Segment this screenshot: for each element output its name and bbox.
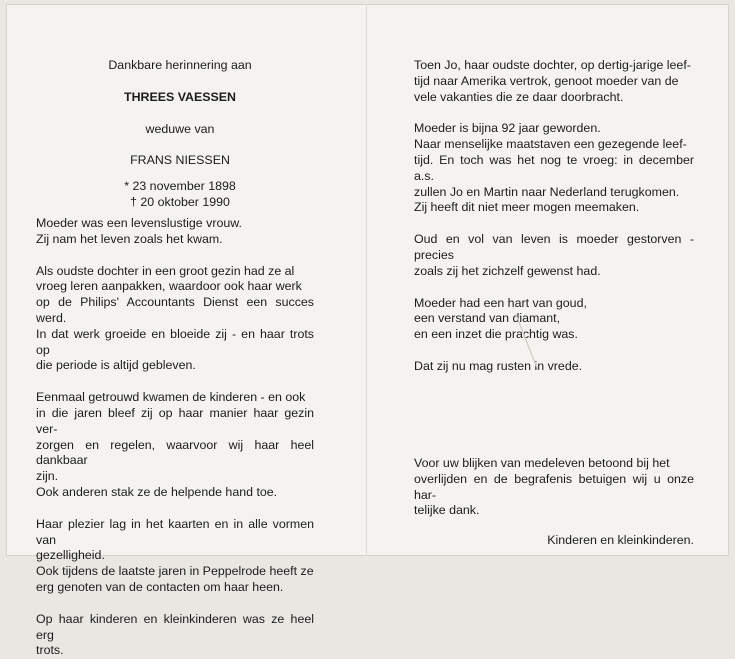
text-line: Als oudste dochter in een groot gezin had ze al xyxy=(36,263,295,278)
right-body xyxy=(414,58,694,375)
text-line: Eenmaal getrouwd kwamen de kinderen - en ook xyxy=(36,390,306,405)
text-line: Haar plezier lag in het kaarten en in alle vormen van xyxy=(36,516,314,547)
text-line: Ook tijdens de laatste jaren in Peppelrode heeft ze xyxy=(36,564,314,579)
text-line: zullen Jo en Martin naar Nederland terugkomen. xyxy=(414,184,680,199)
paragraph xyxy=(36,216,314,248)
paragraph xyxy=(36,390,314,501)
text-line: trots. xyxy=(36,643,64,658)
death-date: † 20 oktober 1990 xyxy=(130,194,230,209)
text-line: tijd. En toch was het nog te vroeg: in december a.s. xyxy=(414,152,694,183)
paragraph xyxy=(414,296,694,343)
card-fold-line xyxy=(366,4,367,556)
text-line: Ook anderen stak ze de helpende hand toe. xyxy=(36,484,278,499)
thanks-paragraph xyxy=(414,456,694,519)
text-line: zijn. xyxy=(36,469,59,484)
paragraph xyxy=(36,517,314,596)
text-line: op de Philips' Accountants Dienst een succes werd. xyxy=(36,295,314,325)
text-line: erg genoten van de contacten om haar heen. xyxy=(36,579,284,594)
signature: Kinderen en kleinkinderen. xyxy=(547,533,694,548)
text-line: gezelligheid. xyxy=(36,548,105,563)
left-body xyxy=(36,216,314,659)
text-line: Op haar kinderen en kleinkinderen was ze heel erg xyxy=(36,611,314,642)
paper-crease-mark xyxy=(508,312,544,374)
text-line: Zij nam het leven zoals het kwam. xyxy=(36,231,223,246)
paragraph xyxy=(414,359,694,375)
text-line: In dat werk groeide en bloeide zij - en haar trots op xyxy=(36,326,314,357)
heading-center xyxy=(82,58,278,211)
text-line: vele vakanties die ze daar doorbracht. xyxy=(414,89,624,104)
text-line: Moeder was een levenslustige vrouw. xyxy=(36,216,242,230)
widow-of-text: weduwe van xyxy=(145,121,215,136)
thanks-block xyxy=(414,456,694,549)
text-line: Zij heeft dit niet meer mogen meemaken. xyxy=(414,200,640,215)
spouse-name: FRANS NIESSEN xyxy=(130,153,230,168)
text-line: zoals zij het zichzelf gewenst had. xyxy=(414,263,601,278)
paragraph xyxy=(414,58,694,105)
deceased-name: THREES VAESSEN xyxy=(124,89,236,104)
text-line: Moeder is bijna 92 jaar geworden. xyxy=(414,121,601,136)
text-line: overlijden en de begrafenis betuigen wij u onze har- xyxy=(414,471,694,502)
birth-date: * 23 november 1898 xyxy=(124,179,236,194)
text-line: in die jaren bleef zij op haar manier haar gezin ver- xyxy=(36,405,314,436)
text-line: Naar menselijke maatstaven een gezegende leef- xyxy=(414,137,687,152)
text-line: Oud en vol van leven is moeder gestorven - precies xyxy=(414,232,694,262)
text-line: Moeder had een hart van goud, xyxy=(414,295,587,310)
paragraph xyxy=(36,264,314,375)
text-line: Voor uw blijken van medeleven betoond bij het xyxy=(414,456,670,470)
paragraph xyxy=(414,232,694,279)
text-line: tijd naar Amerika vertrok, genoot moeder van de xyxy=(414,73,679,88)
text-line: Toen Jo, haar oudste dochter, op dertig-jarige leef- xyxy=(414,58,691,72)
paragraph xyxy=(36,612,314,659)
intro-line: Dankbare herinnering aan xyxy=(108,58,252,72)
text-line: zorgen en regelen, waarvoor wij haar heel dankbaar xyxy=(36,437,314,468)
paragraph xyxy=(414,121,694,216)
text-line: vroeg leren aanpakken, waardoor ook haar werk xyxy=(36,279,302,294)
text-line: telijke dank. xyxy=(414,503,480,518)
text-line: Dat zij nu mag rusten in vrede. xyxy=(414,358,583,373)
text-line: en een inzet die prachtig was. xyxy=(414,327,578,342)
text-line: een verstand van diamant, xyxy=(414,311,561,326)
text-line: die periode is altijd gebleven. xyxy=(36,358,196,373)
